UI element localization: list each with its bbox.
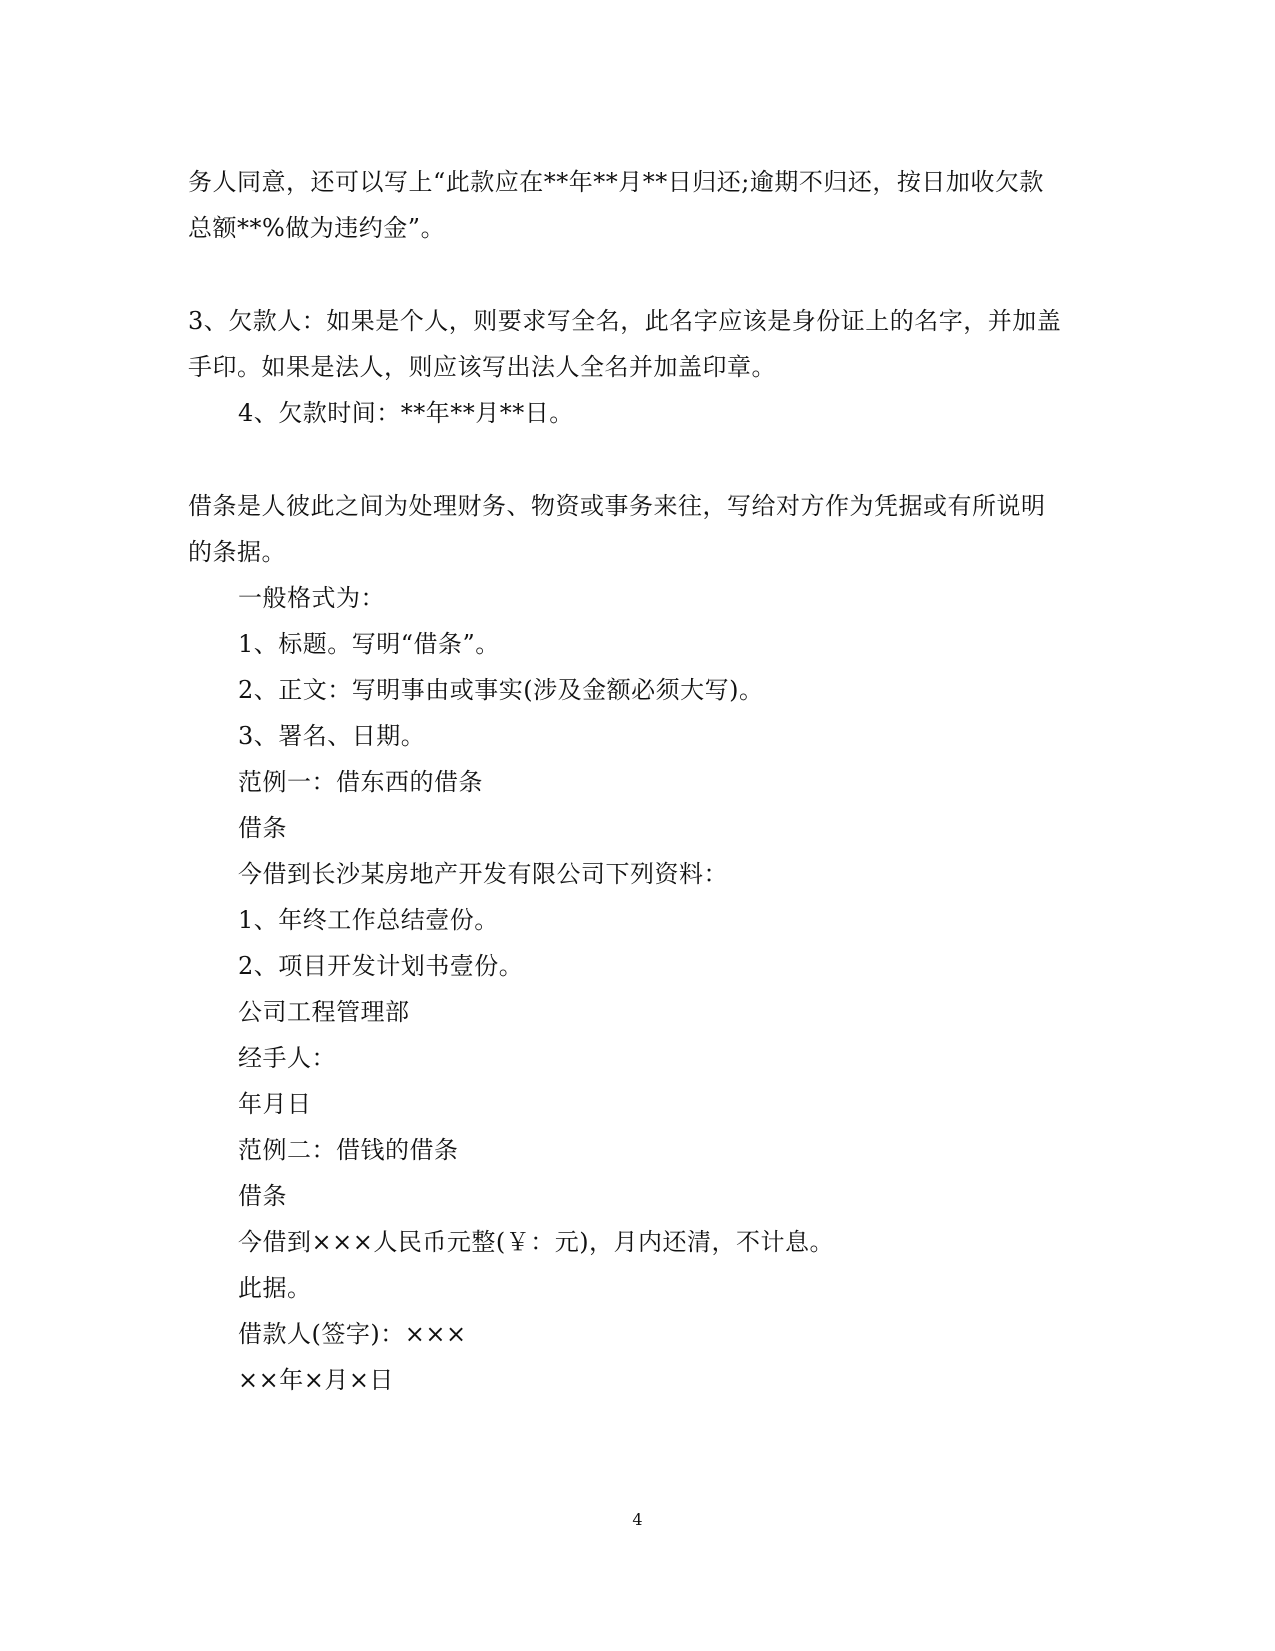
paragraph-line: 务人同意，还可以写上“此款应在**年**月**日归还;逾期不归还，按日加收欠款 bbox=[188, 168, 1044, 196]
paragraph-line: 总额**%做为违约金”。 bbox=[188, 214, 446, 242]
example-heading: 范例一：借东西的借条 bbox=[238, 768, 483, 796]
example-title: 借条 bbox=[238, 1182, 287, 1210]
paragraph-line: 今借到长沙某房地产开发有限公司下列资料： bbox=[238, 860, 728, 888]
list-item: 2、项目开发计划书壹份。 bbox=[238, 952, 524, 980]
list-item: 1、标题。写明“借条”。 bbox=[238, 630, 500, 658]
example-title: 借条 bbox=[238, 814, 287, 842]
date-line: 年月日 bbox=[238, 1090, 312, 1118]
paragraph-line: 借条是人彼此之间为处理财务、物资或事务来往，写给对方作为凭据或有所说明 bbox=[188, 492, 1046, 520]
date-line: ××年×月×日 bbox=[238, 1366, 394, 1394]
signature-line: 借款人(签字)：××× bbox=[238, 1320, 467, 1348]
paragraph-line: 今借到×××人民币元整(￥：元)，月内还清，不计息。 bbox=[238, 1228, 835, 1256]
list-item: 3、署名、日期。 bbox=[238, 722, 426, 750]
list-item: 2、正文：写明事由或事实(涉及金额必须大写)。 bbox=[238, 676, 764, 704]
page-number: 4 bbox=[632, 1510, 643, 1529]
paragraph-line: 的条据。 bbox=[188, 538, 286, 566]
paragraph-line: 手印。如果是法人，则应该写出法人全名并加盖印章。 bbox=[188, 353, 776, 381]
signature-line: 公司工程管理部 bbox=[238, 998, 410, 1026]
paragraph-line: 一般格式为： bbox=[238, 584, 385, 612]
paragraph-line: 3、欠款人：如果是个人，则要求写全名，此名字应该是身份证上的名字，并加盖 bbox=[188, 307, 1062, 335]
paragraph-line: 此据。 bbox=[238, 1274, 312, 1302]
signature-line: 经手人： bbox=[238, 1044, 336, 1072]
paragraph-line: 4、欠款时间：**年**月**日。 bbox=[238, 399, 574, 427]
list-item: 1、年终工作总结壹份。 bbox=[238, 906, 499, 934]
example-heading: 范例二：借钱的借条 bbox=[238, 1136, 459, 1164]
